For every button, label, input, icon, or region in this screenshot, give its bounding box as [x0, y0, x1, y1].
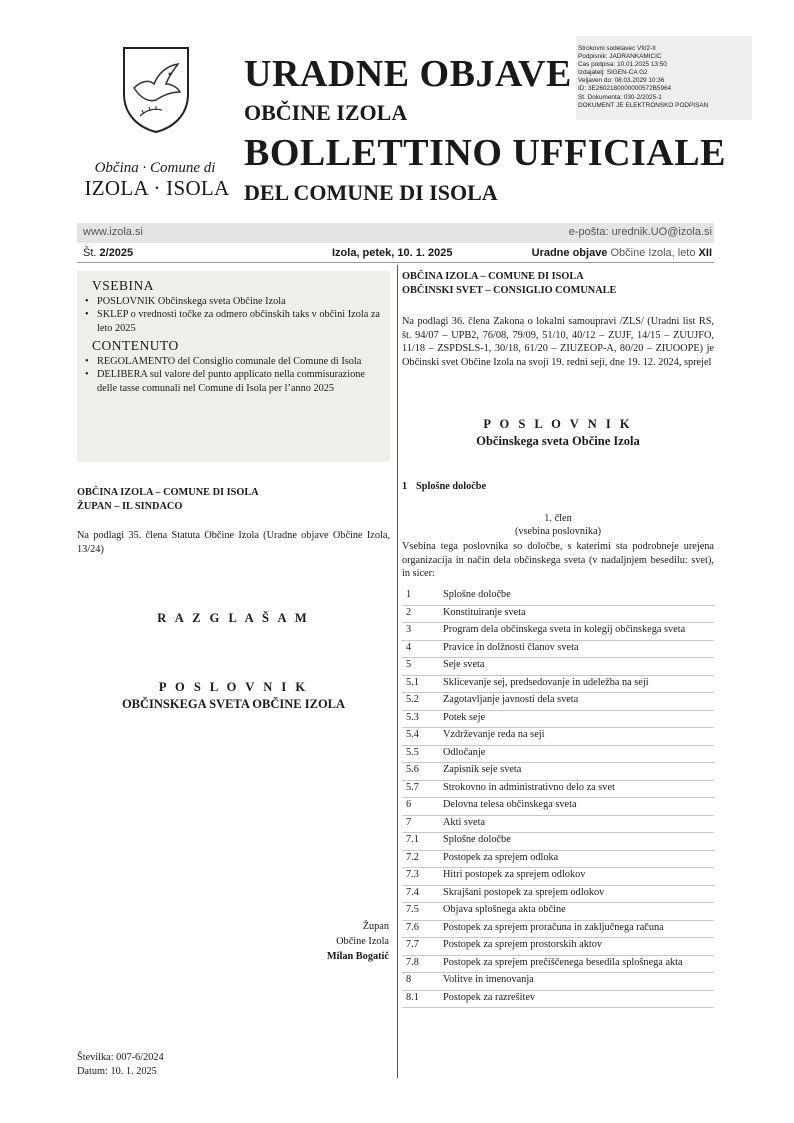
issue-date: Izola, petek, 10. 1. 2025 — [332, 247, 453, 259]
outline-title: Postopek za sprejem odloka — [443, 851, 559, 863]
masthead-subtitle-it: DEL COMUNE DI ISOLA — [244, 180, 498, 205]
item-cap: POSLOVNIK — [97, 295, 156, 307]
outline-number: 5.6 — [406, 764, 419, 775]
outline-number: 4 — [406, 641, 412, 653]
outline-number: 8.1 — [406, 991, 419, 1003]
outline-number: 7.4 — [406, 886, 419, 898]
outline-title: Sklicevanje sej, predsedovanje in udeležba na seji — [443, 676, 649, 688]
signature-line: Št. Dokumenta: 030-2/2025-1 — [578, 93, 662, 101]
outline-row — [402, 851, 714, 869]
outline-row — [402, 693, 714, 711]
outline-title: Zapisnik seje sveta — [443, 764, 522, 775]
outline-number: 7.3 — [406, 869, 419, 880]
outline-title: Postopek za sprejem prostorskih aktov — [443, 939, 603, 950]
contact-bar — [77, 223, 714, 243]
signature-line: Veljaven do: 08.03.2029 10:36 — [578, 77, 665, 85]
outline-title: Vzdrževanje reda na seji — [443, 729, 545, 740]
signature-line: DOKUMENT JE ELEKTRONSKO PODPISAN — [578, 101, 709, 109]
issue-number — [83, 247, 133, 259]
outline-list — [402, 588, 714, 1008]
proclamation-heading: R A Z G L A Š A M — [157, 611, 310, 625]
item-cap: DELIBERA — [97, 369, 148, 380]
outline-row — [402, 956, 714, 974]
rules-title: P O S L O V N I K — [483, 417, 633, 431]
document-reference — [77, 1051, 277, 1078]
outline-number: 5 — [406, 659, 412, 670]
issuer-line: OBČINSKI SVET – CONSIGLIO COMUNALE — [402, 284, 617, 296]
outline-title: Pravice in dolžnosti članov sveta — [443, 641, 579, 653]
digital-signature-stamp — [576, 36, 752, 120]
outline-title: Postopek za sprejem proračuna in zaključnega računa — [443, 921, 664, 933]
outline-number: 7 — [406, 816, 412, 828]
rules-subtitle: OBČINSKEGA SVETA OBČINE IZOLA — [121, 697, 346, 711]
outline-number: 6 — [406, 799, 412, 810]
signature-line: Čas podpisa: 10.01.2025 13:50 — [578, 61, 667, 69]
outline-title: Splošne določbe — [443, 589, 511, 600]
outline-title: Objava splošnega akta občine — [443, 904, 566, 915]
outline-number: 7.1 — [406, 834, 419, 845]
outline-title: Akti sveta — [443, 816, 486, 828]
contents-item[interactable] — [83, 308, 382, 335]
journal-name: Uradne objave — [531, 247, 608, 259]
left-issuer-heading — [77, 486, 390, 513]
outline-number: 2 — [406, 606, 412, 618]
outline-row — [402, 676, 714, 694]
municipal-crest-icon — [120, 44, 192, 134]
article-subtitle: (vsebina poslovnika) — [514, 526, 602, 537]
outline-row — [402, 921, 714, 939]
outline-row — [402, 781, 714, 799]
email-link[interactable]: e-pošta: urednik.UO@izola.si — [568, 226, 712, 238]
section-title: Splošne določbe — [416, 481, 487, 492]
item-rest: Občinskega sveta Občine Izola — [155, 295, 286, 307]
outline-title: Zagotavljanje javnosti dela sveta — [443, 694, 579, 705]
outline-number: 7.5 — [406, 904, 419, 915]
signature-line: Izdajatelj: SIGEN-CA G2 — [578, 69, 648, 77]
issue-journal — [532, 247, 712, 259]
outline-number: 3 — [406, 624, 412, 635]
outline-title: Skrajšani postopek za sprejem odlokov — [443, 886, 605, 898]
rules-title: P O S L O V N I K — [158, 680, 309, 694]
journal-rest: Občine Izola, leto — [607, 247, 699, 259]
item-rest: o vrednosti točke za odmero občinskih taks v občini Izola za leto 2025 — [97, 309, 381, 334]
outline-number: 7.6 — [406, 921, 419, 933]
outline-number: 5.3 — [406, 711, 419, 723]
outline-row — [402, 763, 714, 781]
municipality-name-italic: Občina · Comune di — [94, 160, 216, 176]
outline-row — [402, 991, 714, 1009]
signature-line: Strokovni sodelavec VII/2-II — [578, 45, 656, 52]
outline-row — [402, 623, 714, 641]
outline-title: Program dela občinskega sveta in kolegij občinskega sveta — [443, 624, 686, 635]
outline-title: Volitve in imenovanja — [443, 974, 534, 985]
outline-title: Postopek za sprejem prečiščenega besedila splošnega akta — [443, 956, 683, 968]
contents-item[interactable] — [83, 355, 382, 369]
outline-title: Hitri postopek za sprejem odlokov — [443, 869, 586, 880]
outline-number: 8 — [406, 974, 412, 985]
outline-title: Potek seje — [443, 711, 486, 723]
contents-heading-sl: VSEBINA — [92, 278, 155, 293]
mayor-municipality: Občine Izola — [336, 936, 389, 947]
outline-row — [402, 886, 714, 904]
outline-number: 5.7 — [406, 781, 419, 793]
contents-item[interactable] — [83, 368, 382, 395]
outline-number: 5.1 — [406, 676, 419, 688]
issuer-line: OBČINA IZOLA – COMUNE DI ISOLA — [77, 487, 259, 498]
masthead-title-sl: URADNE OBJAVE — [244, 53, 572, 95]
outline-number: 7.8 — [406, 956, 419, 968]
contents-box — [77, 271, 390, 462]
outline-number: 7.7 — [406, 939, 419, 950]
outline-number: 7.2 — [406, 851, 419, 863]
outline-row — [402, 588, 714, 606]
section-number: 1 — [402, 481, 408, 492]
item-rest: del Consiglio comunale del Comune di Isola — [175, 355, 362, 367]
contents-item[interactable] — [83, 295, 382, 309]
issue-number-value: 2/2025 — [99, 247, 134, 259]
reference-number: Številka: 007-6/2024 — [77, 1052, 164, 1063]
article-number: 1. člen — [544, 513, 572, 524]
outline-row — [402, 833, 714, 851]
outline-row — [402, 658, 714, 676]
signature-line: Podpisnik: JADRANKAMIČIĆ — [578, 53, 662, 61]
outline-row — [402, 938, 714, 956]
article-heading — [402, 512, 714, 538]
outline-row — [402, 711, 714, 729]
article-text: Vsebina tega poslovnika so določbe, s katerimi sta podrobneje urejena organizacija in način dela občinskega sveta (v nadaljnjem besedilu: svet), in sicer: — [402, 541, 714, 579]
legal-basis-paragraph: Na podlagi 36. člena Zakona o lokalni samoupravi /ZLS/ (Uradni list RS, št. 94/07 – UPB2, 76/08, 79/09, 51/10, 40/12 – ZUJF, 14/15 – ZUUJFO, 11/18 – ZSPDSLS-1, 30/18, 61/20 – ZIUZEOP-A, 80/20 – ZIUOOPE) je Občinski svet Občine Izola na svoji 19. redni seji, dne 19. 12. 2024, sprejel — [402, 316, 714, 368]
section-heading — [402, 481, 486, 492]
legal-basis-paragraph: Na podlagi 35. člena Statuta Občine Izola (Uradne objave Občine Izola, 13/24) — [77, 530, 390, 555]
outline-title: Splošne določbe — [443, 834, 511, 845]
reference-date: Datum: 10. 1. 2025 — [77, 1065, 157, 1077]
outline-row — [402, 641, 714, 659]
outline-row — [402, 728, 714, 746]
signature-line: ID: 3E2602180000000572B5964 — [578, 85, 672, 93]
outline-row — [402, 746, 714, 764]
outline-title: Odločanje — [443, 746, 486, 758]
municipality-name-caps: IZOLA · ISOLA — [84, 176, 230, 200]
issuer-line: OBČINA IZOLA – COMUNE DI ISOLA — [402, 271, 584, 282]
issuer-line: ŽUPAN – IL SINDACO — [77, 500, 183, 512]
journal-year: XII — [698, 247, 712, 259]
mayor-title: Župan — [362, 921, 389, 932]
right-issuer-heading — [402, 270, 714, 297]
outline-title: Konstituiranje sveta — [443, 606, 526, 618]
mayor-signature-block — [230, 919, 389, 964]
website-link[interactable]: www.izola.si — [83, 226, 143, 238]
outline-row — [402, 973, 714, 991]
outline-row — [402, 903, 714, 921]
outline-row — [402, 868, 714, 886]
contents-heading-it: CONTENUTO — [92, 338, 179, 353]
outline-row — [402, 606, 714, 624]
outline-title: Strokovno in administrativno delo za svet — [443, 781, 615, 793]
outline-title: Postopek za razrešitev — [443, 991, 536, 1003]
mayor-name: Milan Bogatič — [326, 951, 389, 962]
item-rest: sul valore del punto applicato nella commisurazione delle tasse comunali nel Comune di Isola per l’anno 2025 — [97, 369, 365, 394]
item-cap: REGOLAMENTO — [97, 355, 176, 367]
masthead-subtitle-sl: OBČINE IZOLA — [244, 100, 408, 125]
outline-number: 5.4 — [406, 729, 419, 740]
column-divider — [397, 265, 398, 1078]
rules-subtitle: Občinskega sveta Občine Izola — [476, 434, 640, 448]
outline-row — [402, 816, 714, 834]
outline-number: 5.2 — [406, 694, 419, 705]
issue-info-bar — [77, 244, 714, 263]
outline-number: 5.5 — [406, 746, 419, 758]
outline-title: Seje sveta — [443, 659, 485, 670]
masthead-title-it: BOLLETTINO UFFICIALE — [244, 132, 726, 174]
issue-prefix: Št. — [83, 247, 100, 259]
item-cap: SKLEP — [97, 309, 129, 320]
outline-number: 1 — [406, 589, 412, 600]
outline-row — [402, 798, 714, 816]
outline-title: Delovna telesa občinskega sveta — [443, 799, 577, 810]
